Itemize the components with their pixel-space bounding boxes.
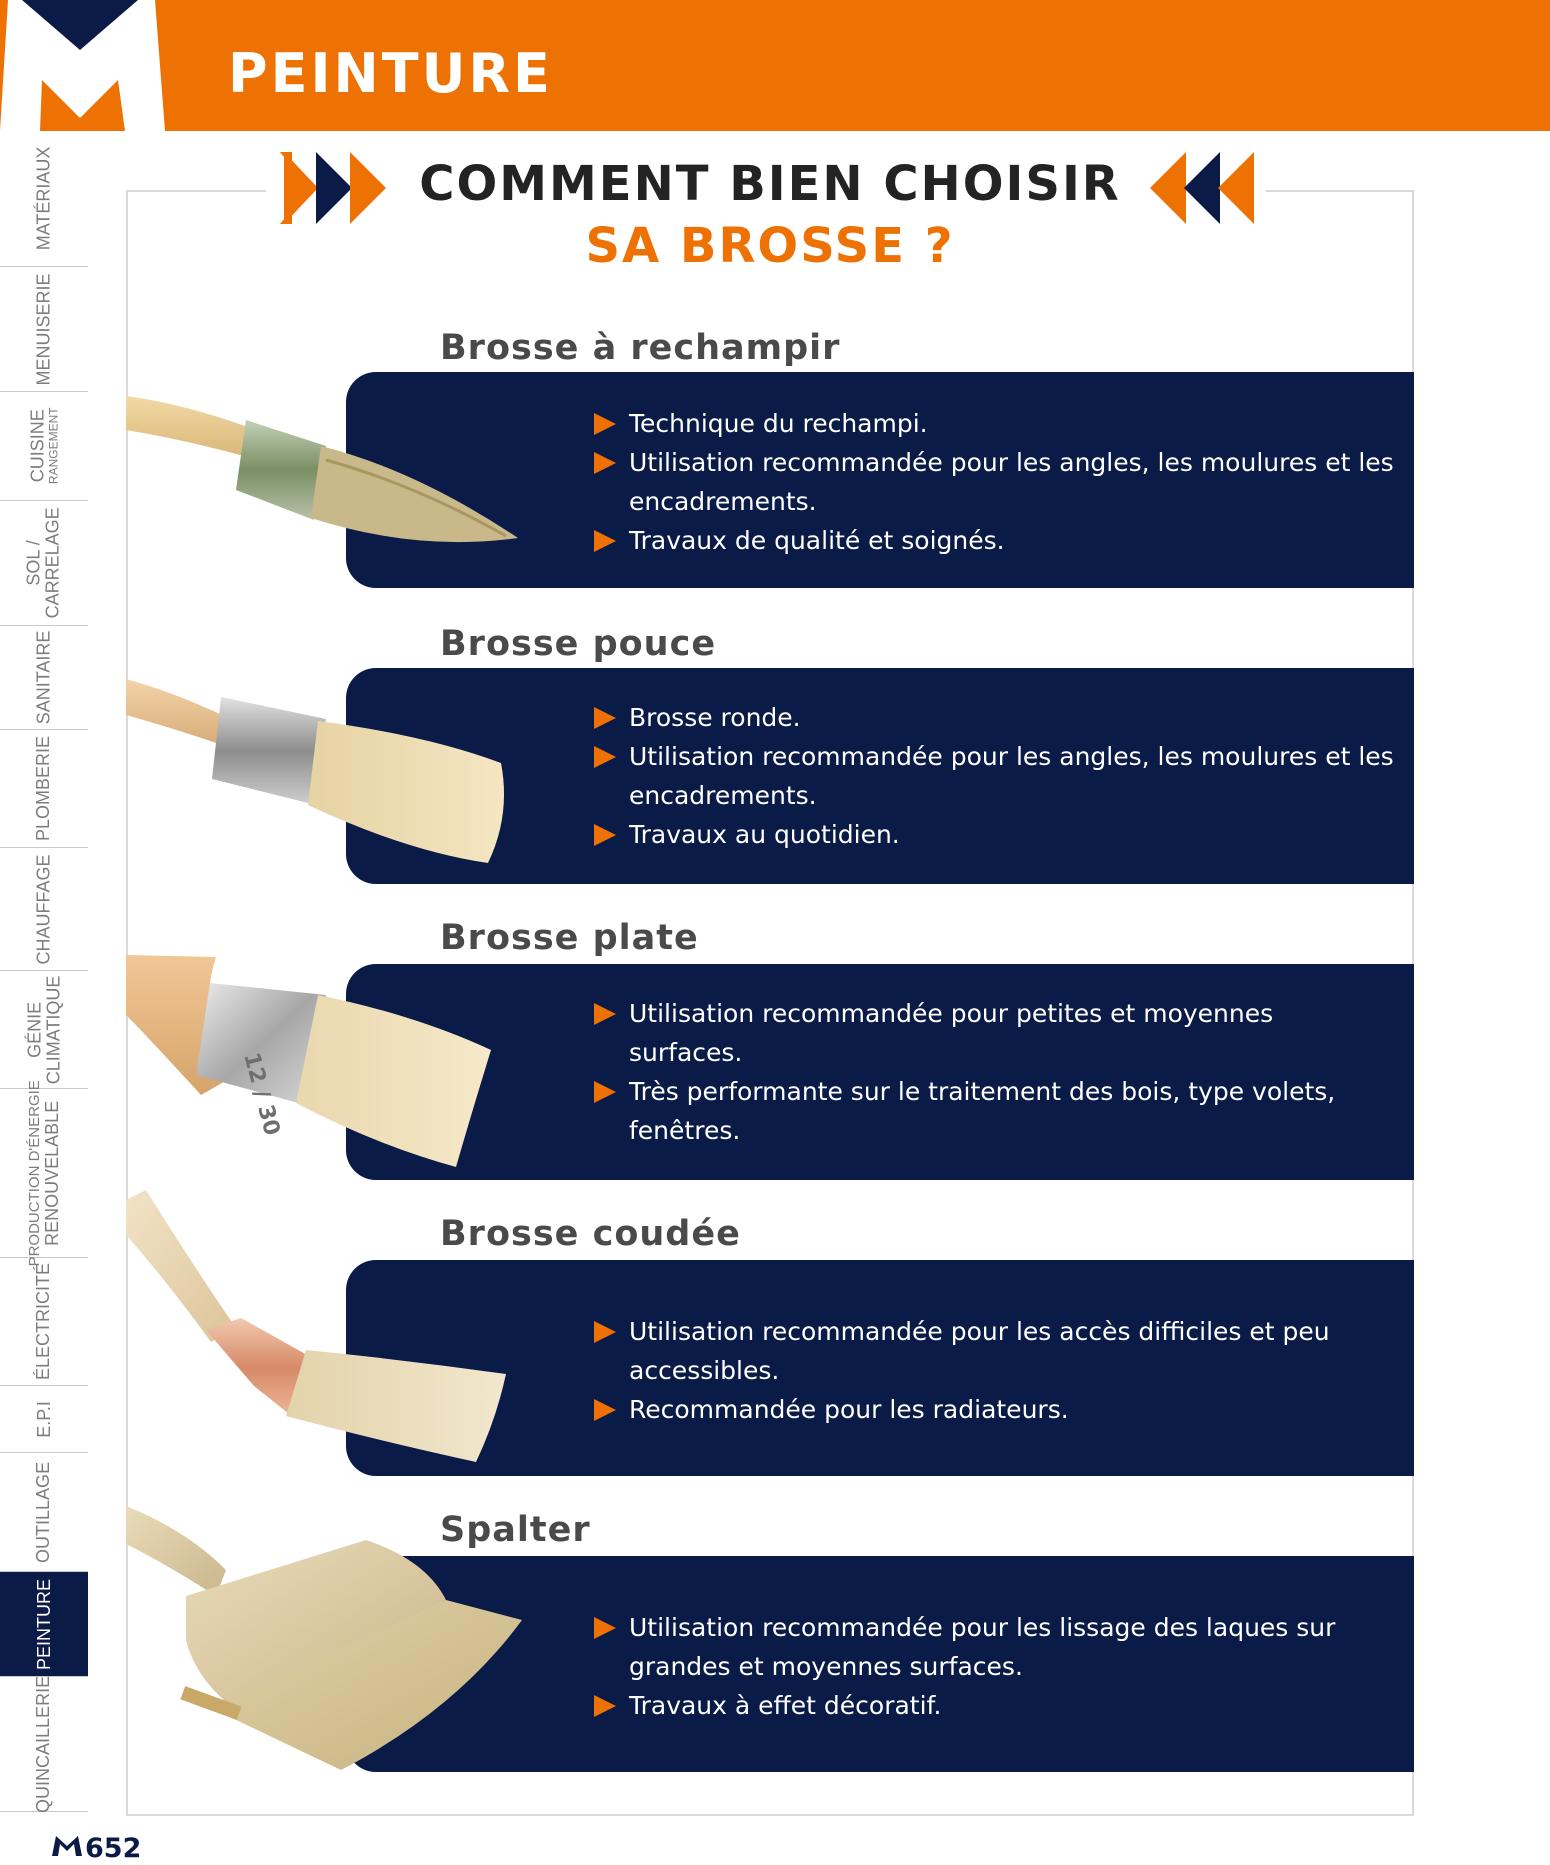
page-title: PEINTURE [228, 42, 553, 105]
bullet-item: Travaux au quotidien. [594, 815, 1394, 854]
ferrule-label: 12 / 30 [238, 1050, 285, 1139]
sidebar-item-cuisine[interactable]: CUISINE RANGEMENT [0, 392, 88, 501]
bullet-item: Travaux à effet décoratif. [594, 1686, 1394, 1725]
section-title: Spalter [440, 1510, 591, 1550]
bullet-item: Brosse ronde. [594, 698, 1394, 737]
info-panel [346, 964, 1414, 1180]
sidebar-item-sanitaire[interactable]: SANITAIRE [0, 626, 88, 730]
brush-rechampir-image [126, 390, 526, 560]
brush-coudee-image [126, 1190, 526, 1470]
page-number: 652 [85, 1833, 142, 1864]
bullet-item: Utilisation recommandée pour les angles, les moulures et les encadrements. [594, 737, 1394, 815]
sidebar-item-sol-carrelage[interactable]: SOL / CARRELAGE [0, 501, 88, 626]
sidebar-item-outillage[interactable]: OUTILLAGE [0, 1453, 88, 1572]
bullet-item: Utilisation recommandée pour les accès difficiles et peu accessibles. [594, 1312, 1394, 1390]
bullet-item: Travaux de qualité et soignés. [594, 521, 1394, 560]
category-sidebar [0, 131, 90, 1811]
sidebar-item-materiaux[interactable]: MATÉRIAUX [0, 131, 88, 267]
bullet-item: Très performante sur le traitement des bois, type volets, fenêtres. [594, 1072, 1394, 1150]
section-title: Brosse coudée [440, 1214, 741, 1254]
main-title: COMMENT BIEN CHOISIR [419, 156, 1121, 212]
footer-logo [52, 1836, 82, 1856]
bullet-item: Recommandée pour les radiateurs. [594, 1390, 1394, 1429]
page-header [0, 0, 1550, 131]
sidebar-item-electricite[interactable]: ÉLECTRICITÉ [0, 1258, 88, 1386]
bullet-item: Utilisation recommandée pour les lissage des laques sur grandes et moyennes surfaces. [594, 1608, 1394, 1686]
section-title: Brosse à rechampir [440, 328, 841, 368]
brand-logo [0, 0, 165, 131]
main-subtitle: SA BROSSE ? [585, 218, 955, 274]
sidebar-item-epi[interactable]: E.P.I [0, 1386, 88, 1453]
sidebar-item-production-energie[interactable]: PRODUCTION D'ÉNERGIE RENOUVELABLE [0, 1089, 88, 1258]
section-title: Brosse plate [440, 918, 699, 958]
section-title: Brosse pouce [440, 624, 717, 664]
sidebar-item-quincaillerie[interactable]: QUINCAILLERIE [0, 1677, 88, 1812]
spalter-image [126, 1500, 546, 1780]
bullet-item: Technique du rechampi. [594, 404, 1394, 443]
chevron-left-icon [1150, 152, 1270, 224]
sidebar-item-plomberie[interactable]: PLOMBERIE [0, 730, 88, 848]
sidebar-item-menuiserie[interactable]: MENUISERIE [0, 267, 88, 392]
bullet-item: Utilisation recommandée pour petites et moyennes surfaces. [594, 994, 1394, 1072]
brush-pouce-image [126, 675, 526, 875]
sidebar-item-genie-climatique[interactable]: GÉNIE CLIMATIQUE [0, 971, 88, 1089]
chevron-right-icon [278, 152, 398, 224]
sidebar-item-peinture[interactable]: PEINTURE [0, 1572, 88, 1677]
brush-plate-image [126, 955, 506, 1175]
bullet-item: Utilisation recommandée pour les angles, les moulures et les encadrements. [594, 443, 1394, 521]
sidebar-item-chauffage[interactable]: CHAUFFAGE [0, 848, 88, 971]
